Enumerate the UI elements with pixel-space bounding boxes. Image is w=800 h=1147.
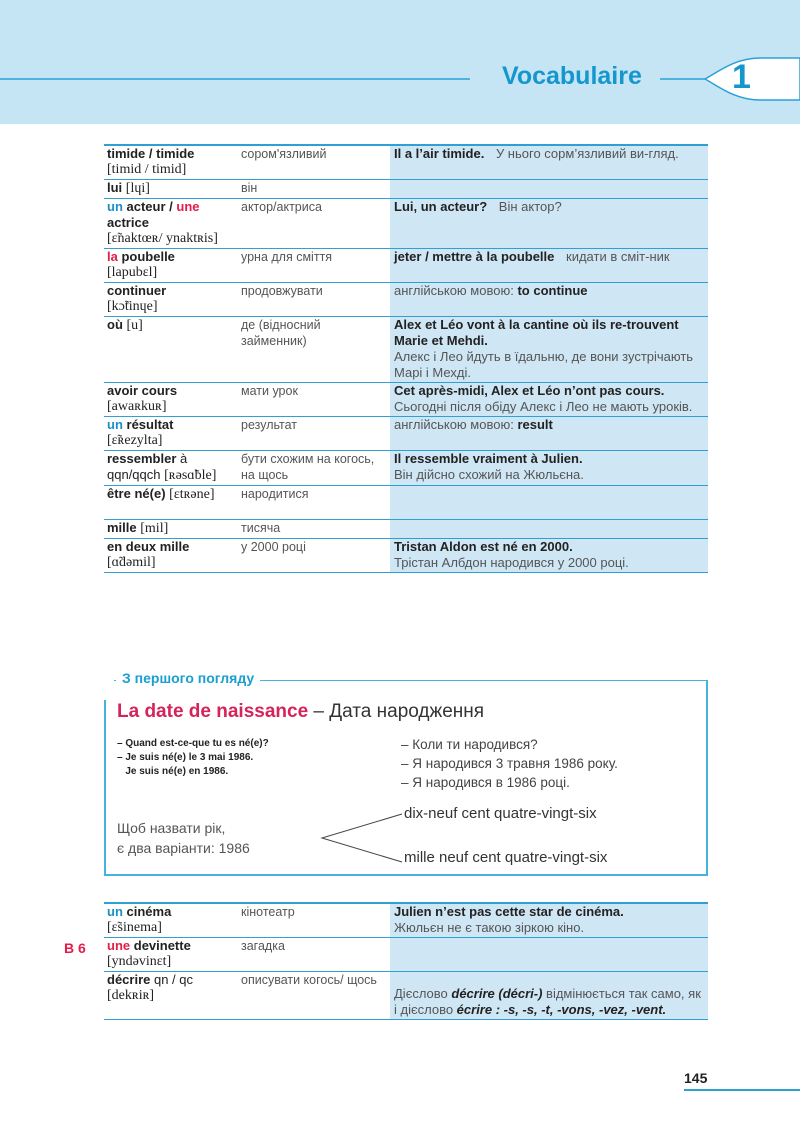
translation-cell: бути схожим на когось, на щось xyxy=(238,451,390,486)
table-row xyxy=(104,145,708,180)
example-cell xyxy=(390,180,708,199)
example-cell: Tristan Aldon est né en 2000. Трістан Албдон народився у 2000 році. xyxy=(390,539,708,573)
table-row xyxy=(104,903,708,938)
word-cell: un résultat [ɛ̃ʀezylta] xyxy=(104,417,238,451)
word-cell: en deux mille [ɑ̃dəmil] xyxy=(104,539,238,573)
example-cell: англійською мовою: result xyxy=(390,417,708,451)
page-number: 145 xyxy=(684,1070,708,1086)
example-cell: Дієслово décrire (décri-) відмінюється так само, як і дієслово écrire : -s, -s, -t, -vons, -vez, -vent. xyxy=(390,972,708,1020)
example-cell: Il a l’air timide. У нього сорм’язливий ви-гляд. xyxy=(390,145,708,180)
table-row xyxy=(104,199,708,249)
translation-cell: результат xyxy=(238,417,390,451)
section-title: Vocabulaire xyxy=(502,62,642,90)
info-box-label: З першого погляду xyxy=(116,668,260,688)
dialog-french: – Quand est-ce-que tu es né(e)? – Je suis né(e) le 3 mai 1986. Je suis né(e) en 1986. xyxy=(117,738,269,777)
example-cell: Alex et Léo vont à la cantine où ils re-trouvent Marie et Mehdi. Алекс і Лео йдуть в їдальню, де вони зустрічають Марі і Мехді. xyxy=(390,317,708,383)
example-cell: jeter / mettre à la poubelle кидати в сміт-ник xyxy=(390,249,708,283)
word-cell: la poubelle [lapubɛl] xyxy=(104,249,238,283)
table-row xyxy=(104,283,708,317)
word-cell: lui [lɥi] xyxy=(104,180,238,199)
table-row xyxy=(104,417,708,451)
info-box-title: La date de naissance – Дата народження xyxy=(117,701,485,722)
table-row xyxy=(104,317,708,383)
table-row xyxy=(104,520,708,539)
word-cell: avoir cours [awaʀkuʀ] xyxy=(104,383,238,417)
section-marker: B 6 xyxy=(64,940,86,956)
word-cell: continuer [kɔ̃tinɥe] xyxy=(104,283,238,317)
translation-cell: мати урок xyxy=(238,383,390,417)
example-cell xyxy=(390,486,708,520)
word-cell: un acteur / une actrice [ɛ̃naktœʀ/ ynaktʀis] xyxy=(104,199,238,249)
translation-cell: народитися xyxy=(238,486,390,520)
translation-cell: сором'язливий xyxy=(238,145,390,180)
header-ornament xyxy=(0,0,800,124)
example-cell: Il ressemble vraiment à Julien. Він дійсно схожий на Жюльєна. xyxy=(390,451,708,486)
word-cell: timide / timide [timid / timid] xyxy=(104,145,238,180)
word-cell: où [u] xyxy=(104,317,238,383)
unit-number: 1 xyxy=(732,58,751,96)
table-row xyxy=(104,486,708,520)
example-cell: англійською мовою: to continue xyxy=(390,283,708,317)
vocabulary-table-top xyxy=(104,144,708,573)
page-number-rule xyxy=(684,1089,800,1091)
example-cell: Cet après-midi, Alex et Léo n’ont pas cours. Сьогодні після обіду Алекс і Лео не мають уроків. xyxy=(390,383,708,417)
table-row xyxy=(104,249,708,283)
year-note: Щоб назвати рік, є два варіанти: 1986 xyxy=(117,820,250,856)
variant-bracket xyxy=(318,810,408,866)
word-cell: un cinéma [ɛ̃sinema] xyxy=(104,903,238,938)
word-cell: une devinette [yndəvinɛt] xyxy=(104,938,238,972)
translation-cell: актор/актриса xyxy=(238,199,390,249)
translation-cell: урна для сміття xyxy=(238,249,390,283)
translation-cell: він xyxy=(238,180,390,199)
table-row xyxy=(104,972,708,1020)
table-row xyxy=(104,451,708,486)
word-cell: ressembler à qqn/qqch [ʀəsɑ̃ble] xyxy=(104,451,238,486)
year-variant-1: dix-neuf cent quatre-vingt-six xyxy=(404,805,597,822)
table-row xyxy=(104,383,708,417)
year-variant-2: mille neuf cent quatre-vingt-six xyxy=(404,849,608,866)
translation-cell: продовжувати xyxy=(238,283,390,317)
word-cell: être né(e) [ɛtʀəne] xyxy=(104,486,238,520)
table-row xyxy=(104,180,708,199)
example-cell xyxy=(390,938,708,972)
word-cell: décrire qn / qc [dekʀiʀ] xyxy=(104,972,238,1020)
table-row xyxy=(104,539,708,573)
translation-cell: кінотеатр xyxy=(238,903,390,938)
translation-cell: описувати когось/ щось xyxy=(238,972,390,1020)
example-cell: Julien n’est pas cette star de cinéma. Жюльєн не є такою зіркою кіно. xyxy=(390,903,708,938)
dialog-ukrainian: – Коли ти народився? – Я народився 3 травня 1986 року. – Я народився в 1986 році. xyxy=(401,737,618,790)
translation-cell: тисяча xyxy=(238,520,390,539)
translation-cell: де (відносний займенник) xyxy=(238,317,390,383)
example-cell xyxy=(390,520,708,539)
translation-cell: у 2000 році xyxy=(238,539,390,573)
table-row xyxy=(104,938,708,972)
example-cell: Lui, un acteur? Він актор? xyxy=(390,199,708,249)
word-cell: mille [mil] xyxy=(104,520,238,539)
translation-cell: загадка xyxy=(238,938,390,972)
vocabulary-table-bottom xyxy=(104,902,708,1020)
